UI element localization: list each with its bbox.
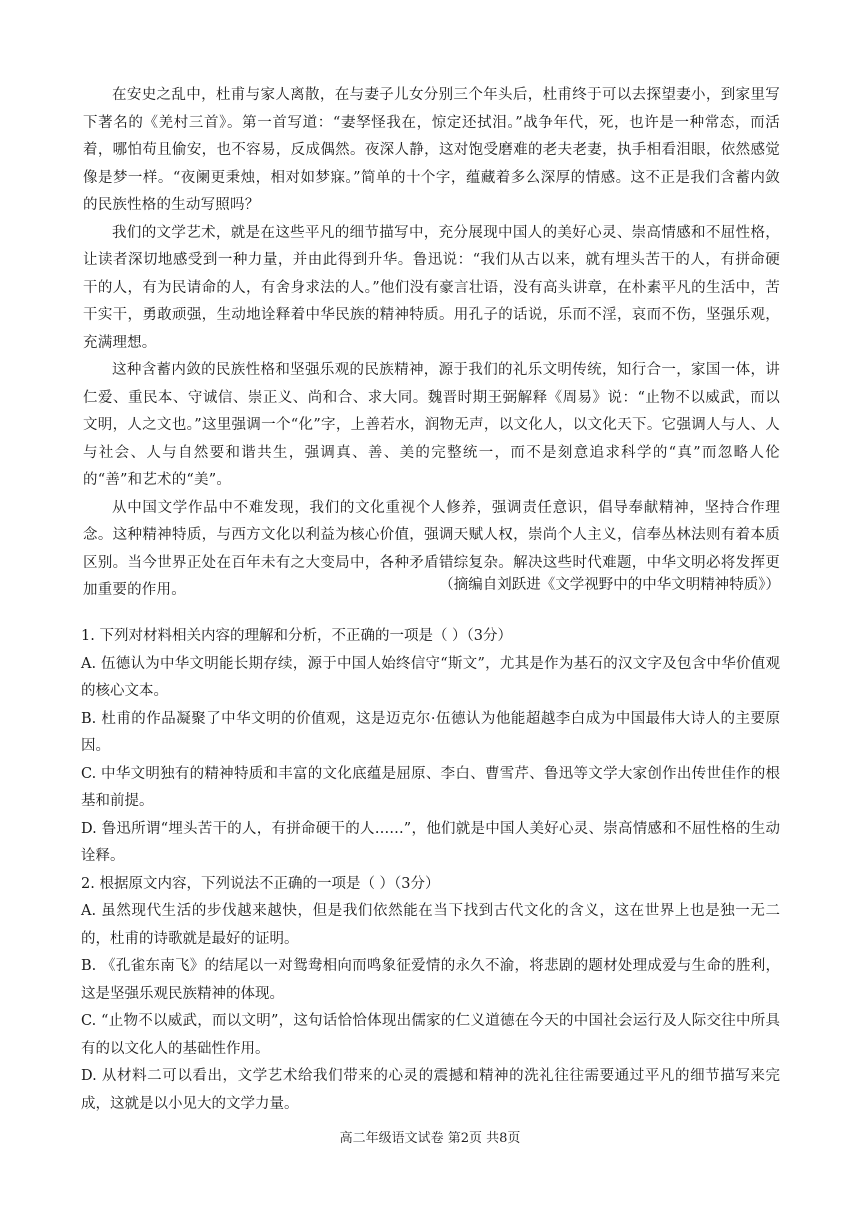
- page-footer: 高二年级语文试卷 第2页 共8页: [339, 1131, 521, 1146]
- passage-source: （摘编自刘跃进《文学视野中的中华文明精神特质》）: [439, 577, 780, 593]
- answer-option: B. 《孔雀东南飞》的结尾以一对鸳鸯相向而鸣象征爱情的永久不渝，将悲剧的题材处理成爱与生命的胜利，这是坚强乐观民族精神的体现。: [81, 958, 780, 1002]
- question-list: [81, 623, 780, 1118]
- answer-option: C. “止物不以威武，而以文明”，这句话恰恰体现出儒家的仁义道德在今天的中国社会运行及人际交往中所具有的以文化人的基础性作用。: [81, 1013, 780, 1057]
- question-stem: 2. 根据原文内容，下列说法不正确的一项是（ ）（3分）: [81, 875, 440, 892]
- answer-option: D. 鲁迅所谓“埋头苦干的人，有拼命硬干的人……”，他们就是中国人美好心灵、崇高情感和不屈性格的生动诠释。: [81, 820, 780, 864]
- passage-paragraph: 在安史之乱中，杜甫与家人离散，在与妻子儿女分别三个年头后，杜甫终于可以去探望妻小，到家里写下著名的《羌村三首》。第一首写道：“妻孥怪我在，惊定还拭泪。”战争年代，死，也许是一种常态，而活着，哪怕苟且偷安，也不容易，反成偶然。夜深人静，这对饱受磨难的老夫老妻，执手相看泪眼，依然感觉像是梦一样。“夜阑更秉烛，相对如梦寐。”简单的十个字，蕴藏着多么深厚的情感。这不正是我们含蓄内敛的民族性格的生动写照吗？: [83, 87, 780, 213]
- answer-option: B. 杜甫的作品凝聚了中华文明的价值观，这是迈克尔·伍德认为他能超越李白成为中国最伟大诗人的主要原因。: [81, 710, 780, 754]
- answer-option: C. 中华文明独有的精神特质和丰富的文化底蕴是屈原、李白、曹雪芹、鲁迅等文学大家创作出传世佳作的根基和前提。: [81, 765, 780, 809]
- question-stem: 1. 下列对材料相关内容的理解和分析，不正确的一项是（ ）（3分）: [81, 628, 513, 644]
- passage-paragraph: 从中国文学作品中不难发现，我们的文化重视个人修养，强调责任意识，倡导奉献精神，坚持合作理念。这种精神特质，与西方文化以利益为核心价值，强调天赋人权，崇尚个人主义，信奉丛林法则有着本质区别。当今世界正处在百年未有之大变局中，各种矛盾错综复杂。解决这些时代难题，中华文明必将发挥更加重要的作用。: [83, 499, 780, 598]
- reading-passage: [83, 82, 780, 605]
- passage-paragraph: 我们的文学艺术，就是在这些平凡的细节描写中，充分展现中国人的美好心灵、崇高情感和不屈性格，让读者深切地感受到一种力量，并由此得到升华。鲁迅说：“我们从古以来，就有埋头苦干的人，有拼命硬干的人，有为民请命的人，有舍身求法的人。”他们没有豪言壮语，没有高头讲章，在朴素平凡的生活中，苦干实干，勇敢顽强，生动地诠释着中华民族的精神特质。用孔子的话说，乐而不淫，哀而不伤，坚强乐观，充满理想。: [83, 224, 780, 351]
- answer-option: A. 伍德认为中华文明能长期存续，源于中国人始终信守“斯文”，尤其是作为基石的汉文字及包含中华价值观的核心文本。: [81, 655, 780, 699]
- answer-option: D. 从材料二可以看出，文学艺术给我们带来的心灵的震撼和精神的洗礼往往需要通过平凡的细节描写来完成，这就是以小见大的文学力量。: [81, 1068, 780, 1112]
- passage-paragraph: 这种含蓄内敛的民族性格和坚强乐观的民族精神，源于我们的礼乐文明传统，知行合一，家国一体，讲仁爱、重民本、守诚信、崇正义、尚和合、求大同。魏晋时期王弼解释《周易》说：“止物不以威武，而以文明，人之文也。”这里强调一个“化”字，上善若水，润物无声，以文化人，以文化天下。它强调人与人、人与社会、人与自然要和谐共生，强调真、善、美的完整统一，而不是刻意追求科学的“真”而忽略人伦的“善”和艺术的“美”。: [83, 362, 780, 488]
- answer-option: A. 虽然现代生活的步伐越来越快，但是我们依然能在当下找到古代文化的含义，这在世界上也是独一无二的，杜甫的诗歌就是最好的证明。: [81, 903, 780, 947]
